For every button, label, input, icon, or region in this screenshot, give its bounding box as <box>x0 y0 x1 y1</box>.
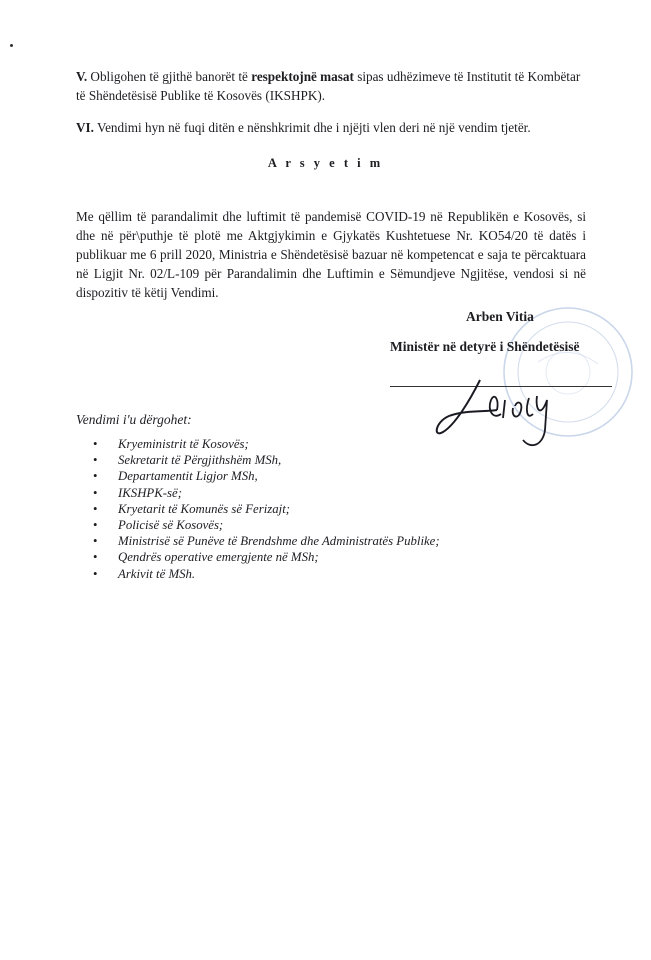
section-v-bold: respektojnë masat <box>251 69 354 84</box>
list-item: • Qendrës operative emergjente në MSh; <box>76 549 440 565</box>
recipients-list <box>76 436 440 582</box>
list-item: • Departamentit Ligjor MSh, <box>76 468 440 484</box>
list-item: • Policisë së Kosovës; <box>76 517 440 533</box>
list-item: • Kryetarit të Komunës së Ferizajt; <box>76 501 440 517</box>
list-item: • Sekretarit të Përgjithshëm MSh, <box>76 452 440 468</box>
list-item: • Kryeministrit të Kosovës; <box>76 436 440 452</box>
section-vi-text: Vendimi hyn në fuqi ditën e nënshkrimit dhe i njëjti vlen deri në një vendim tjetër. <box>93 120 531 135</box>
list-item: • IKSHPK-së; <box>76 485 440 501</box>
section-vi-numeral: VI. <box>76 120 94 135</box>
list-item: • Arkivit të MSh. <box>76 566 440 582</box>
signatory-name: Arben Vitia <box>466 309 534 324</box>
section-v-text-2: sipas udhëzimeve të Institutit të Kombëtar të Shëndetësisë Publike të Kosovës (IKSHPK). <box>76 69 581 103</box>
section-v <box>76 67 586 105</box>
handwritten-signature-icon <box>425 370 575 460</box>
reasoning-paragraph: Me qëllim të parandalimit dhe luftimit të pandemisë COVID-19 në Republikën e Kosovës, si dhe në për\puthje të plotë me Aktgjykimin e Gjykatës Kushtetuese Nr. KO54/20 të datës i publikuar me 6 prill 2020, Ministria e Shëndetësisë bazuar në kompetencat e saja te përcaktuara në Ligjit Nr. 02/L-109 për Parandalimin dhe Luftimin e Sëmundjeve Ngjitëse, vendosi si në dispozitiv të këtij Vendimi. <box>76 209 586 300</box>
recipients-title: Vendimi i'u dërgohet: <box>76 412 192 427</box>
signatory-title: Ministër në detyrë i Shëndetësisë <box>390 339 580 354</box>
section-v-numeral: V. <box>76 69 88 84</box>
section-v-text-1: Obligohen të gjithë banorët të <box>87 69 252 84</box>
scan-speck <box>10 44 13 47</box>
list-item: • Ministrisë së Punëve të Brendshme dhe Administratës Publike; <box>76 533 440 549</box>
reasoning-heading: A r s y e t i m <box>267 156 384 170</box>
section-vi <box>76 118 586 137</box>
